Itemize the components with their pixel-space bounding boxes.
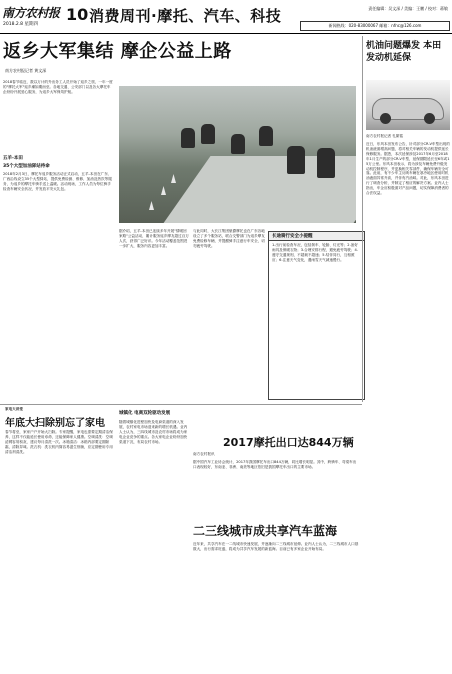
main-photo-motorcycles xyxy=(119,86,356,223)
section1-title: 五羊-本田 xyxy=(3,156,23,161)
row-divider xyxy=(0,404,362,405)
main-body-3: 与此同时，大长江集团豪爵摩托也在广东各地设立了多个服务站，联合交警部门为返乡摩友免费检修车辆，并提醒骑手注意行车安全，切勿疲劳驾驶。 xyxy=(193,229,265,248)
main-headline: 返乡大军集结 摩企公益上路 xyxy=(3,41,232,62)
sidebar-car-photo xyxy=(366,80,450,130)
rider-shape xyxy=(317,148,335,178)
rider-shape xyxy=(231,134,245,154)
editor-credits: 责任编辑：吴文深 / 美编：王鹏 / 校对：蒋敏 xyxy=(368,6,448,11)
rider-shape xyxy=(181,128,195,148)
mid-body: 随着城镇化进程加快及电商渠道的深入发展，农村家电市场迎来新的增长机遇。业内人士认为，三四线城市及农村市场将成为家电企业竞争的重点。各大家电企业纷纷加快渠道下沉，布局农村市场。 xyxy=(119,420,188,444)
cone-shape xyxy=(149,201,154,210)
cone-shape xyxy=(171,174,176,183)
rider-shape xyxy=(201,124,215,144)
right-body: 据中国汽车工业协会统计，2017年我国摩托车出口844万辆，同比增长明显。其中，跨骑车、弯梁车出口表现较好，东南亚、非洲、南美等地区依旧是我国摩托车出口的主要市场。 xyxy=(193,460,357,469)
sidebar-body: 近日，东风本田发布公告，针对部分CR-V车型出现的机油液面增高问题，将对相关车辆的发动机提供延长保修服务。据悉，本次延保涉及2017年6月至2018年1月生产的部分CR-V车型，延保期限延长至6年或15万公里。东风本田表示，将为涉及车辆免费升级发动机控制程序，并更换相关零部件，确保车辆安全可靠。此前，有不少车主反映车辆在寒冷地区使用时机油液面异常升高，并伴有汽油味。对此，东风本田进行了调查分析，并制定了相应的解决方案。业内人士指出，车企应积极面对产品问题，切实保障消费者的合法权益。 xyxy=(366,142,450,196)
safety-tips-body: 1.出行前检查车况，包括刹车、轮胎、灯光等；2.备好雨具及保暖衣物；3.合理安排行程，避免疲劳驾驶；4.遵守交通规则，不超载不超速；5.结伴同行，互相照应；6.注意天气变化，遇雨雪天气减速慢行。 xyxy=(272,243,358,262)
issue-date: 2018.2.8 星期四 xyxy=(3,22,38,27)
safety-tips-title: 长途骑行安全小提醒 xyxy=(269,232,364,241)
page-title: 消费周刊·摩托、汽车、科技 xyxy=(89,7,282,25)
left-kicker: 家电大讲堂 xyxy=(5,407,23,411)
rider-shape xyxy=(259,126,273,146)
column-divider xyxy=(362,36,363,402)
left-body: 春节将至，家家户户开始大扫除。专家提醒，家电也需要定期清洁保养，这样不仅能延长使用寿命，还能保障家人健康。空调清洗：空调滤网容易积灰，建议每月清洗一次。冰箱清洁：冰箱内部要定期除霜，清除异味。洗衣机：洗衣机内筒容易滋生细菌，应定期使用专用清洁剂清洗。 xyxy=(5,430,113,454)
safety-tips-box xyxy=(268,231,365,400)
news-hotline: 新闻热线：020-83000067 邮箱：nfnc@126.com xyxy=(300,21,450,31)
wheel-shape xyxy=(424,113,435,124)
bottom-headline: 二三线城市成共享汽车蓝海 xyxy=(193,524,338,538)
newspaper-logo: 南方农村报 xyxy=(2,6,60,20)
main-body-1: 2018年2月3日，摩托车返乡服务活动正式启动，五羊-本田在广东、广西沿线设立35个大型驿站，提供免费检测、维修、加油及热饮等服务，为返乡的摩托车骑手送上温暖。活动现场，工作人员为每位骑手检查车辆安全状况，并发放平安大礼包。 xyxy=(3,172,112,191)
rider-shape xyxy=(287,146,305,174)
main-body-2: 据介绍，五羊-本田已连续多年开展"情暖回家路"公益活动，累计服务返乡摩友超过百万人次，获得广泛好评。今年活动覆盖范围进一步扩大，服务内容更加丰富。 xyxy=(119,229,189,248)
masthead xyxy=(0,0,452,34)
left-headline: 年底大扫除别忘了家电 xyxy=(5,418,105,429)
right-byline: 南方农村报讯 xyxy=(193,452,215,456)
wheel-shape xyxy=(380,113,391,124)
sidebar-byline: 南方农村报记者 孔繁铭 xyxy=(366,134,404,138)
main-byline: 南方农村报记者 黄文深 xyxy=(5,68,47,73)
section1-subtitle: 35个大型加油驿站待命 xyxy=(3,164,50,169)
sidebar-headline: 机油问题爆发 本田发动机延保 xyxy=(366,41,442,63)
cone-shape xyxy=(161,186,166,195)
main-lead: 2018春节临近，数以万计的外出务工人员开始了返乡之旅，一年一度的"摩托大军"返乡潮如期而至。各地交通、公安部门以及各大摩托车企纷纷开展爱心服务，为返乡大军保驾护航。 xyxy=(3,80,113,94)
bottom-body: 近年来，共享汽车在一二线城市快速发展，并逐渐向二三线城市延伸。业内人士认为，二三线城市人口基数大，出行需求旺盛，将成为共享汽车发展的新蓝海。目前已有多家企业开始布局。 xyxy=(193,542,359,551)
mid-headline: 城镇化 电商双轮驱动发展 xyxy=(119,411,171,416)
right-headline: 2017摩托出口达844万辆 xyxy=(223,436,354,449)
page-number: 10 xyxy=(66,5,89,24)
